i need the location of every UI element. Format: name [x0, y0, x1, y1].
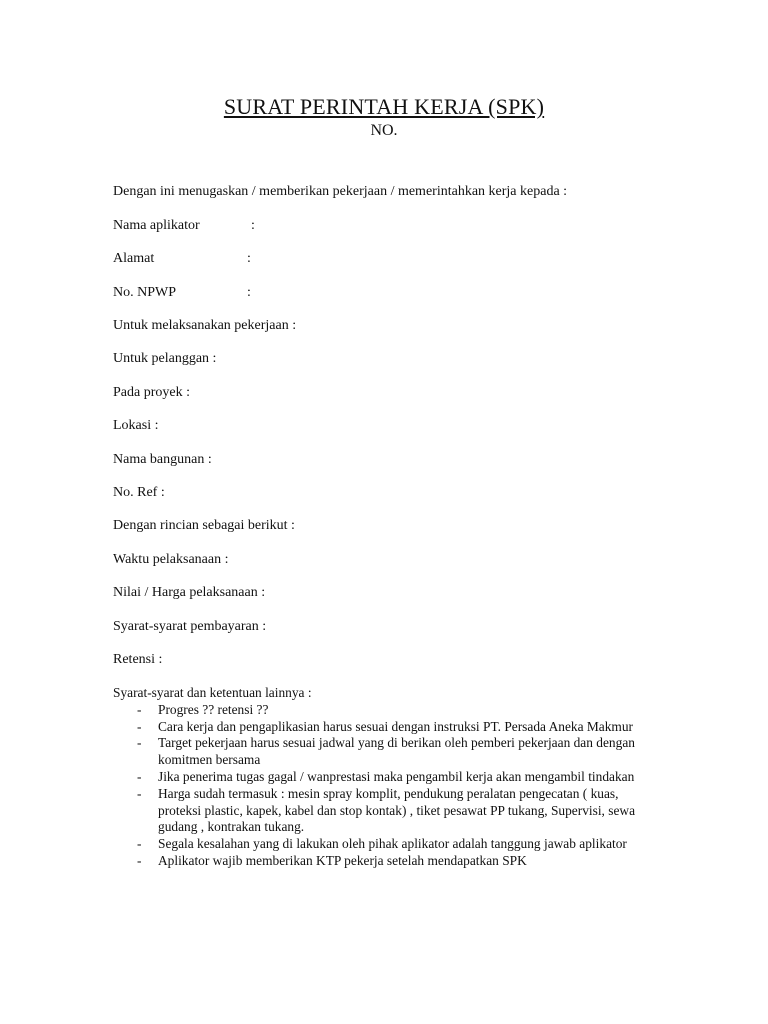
list-item: [113, 735, 653, 769]
line-retensi: Retensi :: [113, 652, 163, 667]
line-rincian: Dengan rincian sebagai berikut :: [113, 518, 295, 533]
term-text: Cara kerja dan pengaplikasian harus sesuai dengan instruksi PT. Persada Aneka Makmur: [158, 718, 633, 734]
bullet-dash: -: [137, 701, 142, 717]
term-text: Segala kesalahan yang di lakukan oleh pihak aplikator adalah tanggung jawab aplikator: [158, 836, 627, 852]
list-item: [113, 769, 653, 786]
terms-section: [113, 685, 653, 870]
bullet-dash: -: [137, 768, 142, 784]
field-label: Alamat: [113, 251, 155, 266]
field-alamat: [113, 251, 251, 267]
intro-text: Dengan ini menugaskan / memberikan pekerjaan / memerintahkan kerja kepada :: [113, 184, 568, 199]
list-item: [113, 786, 653, 836]
term-text: Target pekerjaan harus sesuai jadwal yang di berikan oleh pemberi pekerjaan dan dengan komitmen bersama: [158, 735, 635, 768]
bullet-dash: -: [137, 735, 142, 751]
list-item: [113, 719, 653, 736]
field-colon: :: [247, 251, 251, 266]
term-text: Progres ?? retensi ??: [158, 701, 269, 717]
term-text: Harga sudah termasuk : mesin spray komplit, pendukung peralatan pengecatan ( kuas, proteksi plastic, kapek, kabel dan stop kontak) , tiket pesawat PP tukang, Supervisi, sewa gudang , kontrakan tukang.: [158, 785, 636, 835]
document-number: NO.: [370, 122, 398, 139]
line-proyek: Pada proyek :: [113, 385, 190, 400]
list-item: [113, 836, 653, 853]
line-waktu: Waktu pelaksanaan :: [113, 552, 229, 567]
field-colon: :: [247, 285, 251, 300]
bullet-dash: -: [137, 852, 142, 868]
term-text: Aplikator wajib memberikan KTP pekerja setelah mendapatkan SPK: [158, 852, 527, 868]
term-text: Jika penerima tugas gagal / wanprestasi maka pengambil kerja akan mengambil tindakan: [158, 768, 635, 784]
line-pelanggan: Untuk pelanggan :: [113, 351, 217, 366]
field-colon: :: [251, 218, 255, 233]
terms-list: [113, 702, 653, 870]
line-pekerjaan: Untuk melaksanakan pekerjaan :: [113, 318, 297, 333]
line-pembayaran: Syarat-syarat pembayaran :: [113, 619, 267, 634]
bullet-dash: -: [137, 785, 142, 801]
field-label: No. NPWP: [113, 285, 177, 300]
field-nama-aplikator: [113, 218, 255, 234]
list-item: [113, 853, 653, 870]
bullet-dash: -: [137, 836, 142, 852]
line-nilai: Nilai / Harga pelaksanaan :: [113, 585, 266, 600]
line-lokasi: Lokasi :: [113, 418, 159, 433]
list-item: [113, 702, 653, 719]
line-nama-bangunan: Nama bangunan :: [113, 452, 212, 467]
bullet-dash: -: [137, 718, 142, 734]
document-title: SURAT PERINTAH KERJA (SPK): [223, 94, 545, 119]
line-no-ref: No. Ref :: [113, 485, 165, 500]
terms-heading: Syarat-syarat dan ketentuan lainnya :: [113, 685, 312, 700]
field-label: Nama aplikator: [113, 218, 200, 233]
field-npwp: [113, 285, 251, 301]
